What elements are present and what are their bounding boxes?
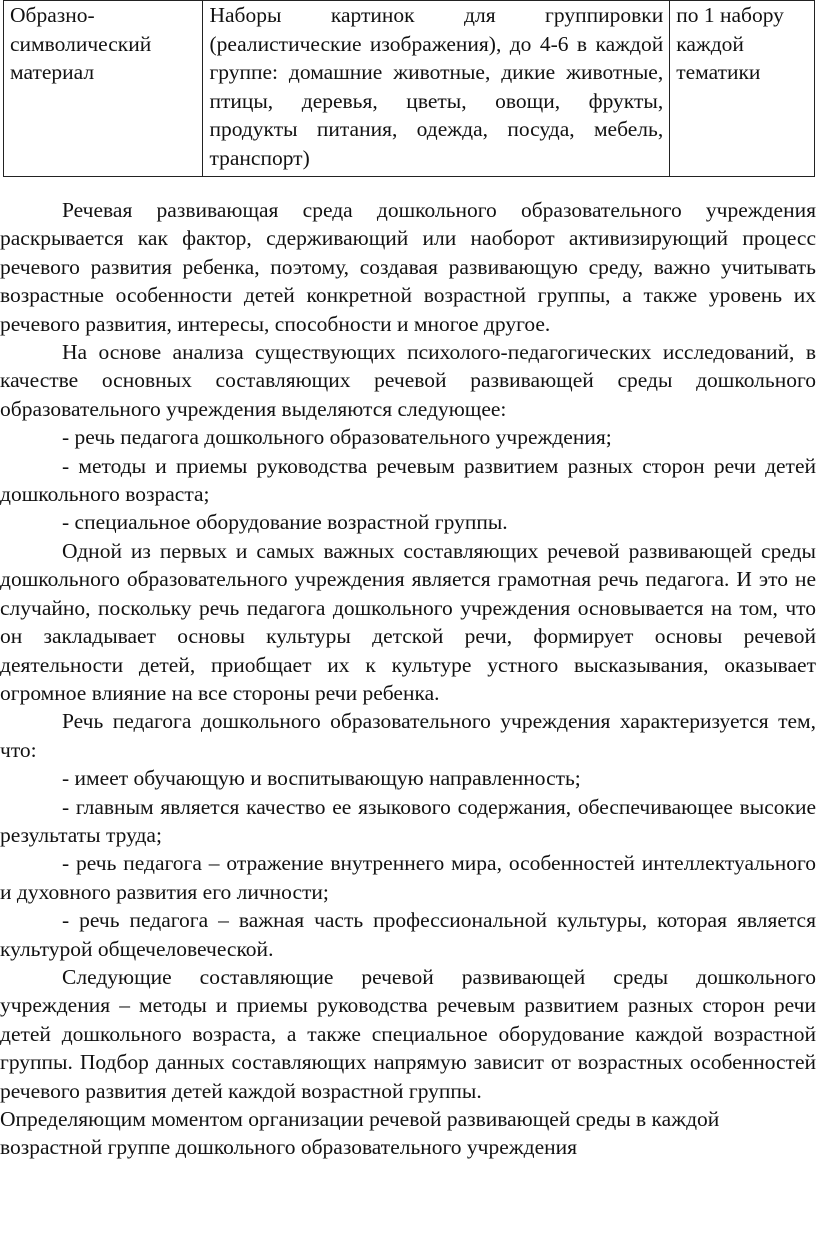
list-item: - речь педагога – отражение внутреннего мира, особенностей интеллектуального и духовного развития его личности; [0, 851, 816, 904]
table-row [4, 1, 815, 177]
list-item: - главным является качество ее языкового содержания, обеспечивающее высокие результаты труда; [0, 794, 816, 847]
material-type-cell: Образно-символический материал [4, 1, 203, 177]
paragraph-analysis: На основе анализа существующих психолого-педагогических исследований, в качестве основных составляющих речевой развивающей среды дошкольного образовательного учреждения выделяются следующее: [0, 340, 816, 421]
body-text [0, 196, 816, 1162]
paragraph-characteristics: Речь педагога дошкольного образовательного учреждения характеризуется тем, что: [0, 709, 816, 762]
list-item: - методы и приемы руководства речевым развитием разных сторон речи детей дошкольного возраста; [0, 453, 816, 507]
paragraph-defining-moment: Определяющим моментом организации речевой развивающей среды в каждой возрастной группе дошкольного образовательного учреждения [0, 1107, 720, 1160]
material-content-cell: Наборы картинок для группировки (реалистические изображения), до 4-6 в каждой группе: домашние животные, дикие животные, птицы, деревья, цветы, овощи, фрукты, продукты питания, одежда, посуда, мебель, транспорт) [203, 1, 670, 177]
list-item: - специальное оборудование возрастной группы. [62, 510, 508, 535]
list-item: - речь педагога дошкольного образовательного учреждения; [62, 425, 612, 450]
materials-table [3, 0, 815, 177]
material-quantity-cell: по 1 набору каждой тематики [670, 1, 815, 177]
paragraph-speech-environment: Речевая развивающая среда дошкольного образовательного учреждения раскрывается как фактор, сдерживающий или наоборот активизирующий процесс речевого развития ребенка, поэтому, создавая развивающую среду, важно учитывать возрастные особенности детей конкретной возрастной группы, а также уровень их речевого развития, интересы, способности и многое другое. [0, 198, 816, 336]
list-item: - имеет обучающую и воспитывающую направленность; [62, 766, 581, 791]
paragraph-teacher-speech: Одной из первых и самых важных составляющих речевой развивающей среды дошкольного образовательного учреждения является грамотная речь педагога. И это не случайно, поскольку речь педагога дошкольного учреждения основывается на том, что он закладывает основы культуры детской речи, формирует основы речевой деятельности детей, приобщает их к культуре устного высказывания, оказывает огромное влияние на все стороны речи ребенка. [0, 538, 816, 705]
paragraph-components: Следующие составляющие речевой развивающей среды дошкольного учреждения – методы и приемы руководства речевым развитием разных сторон речи детей дошкольного возраста, а также специальное оборудование каждой возрастной группы. Подбор данных составляющих напрямую зависит от возрастных особенностей речевого развития детей каждой возрастной группы. [0, 964, 816, 1103]
list-item: - речь педагога – важная часть профессиональной культуры, которая является культурой общечеловеческой. [0, 908, 816, 961]
